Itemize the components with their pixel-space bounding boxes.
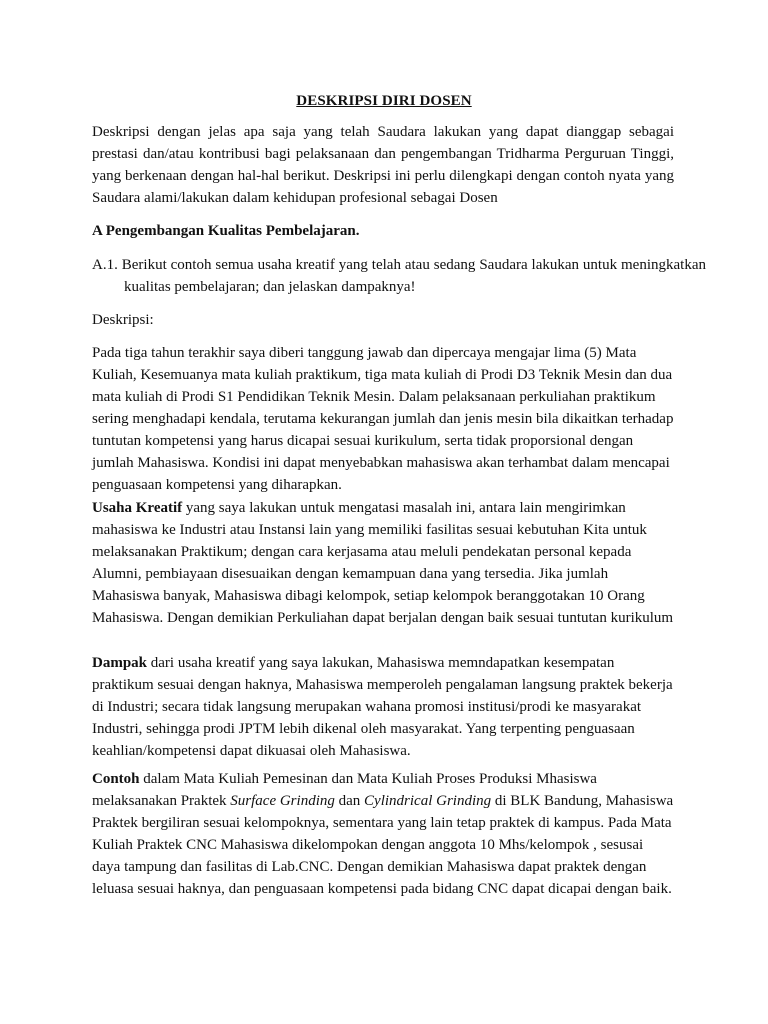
usaha-kreatif-label: Usaha Kreatif: [92, 500, 183, 516]
paragraph-1: Pada tiga tahun terakhir saya diberi tanggung jawab dan dipercaya mengajar lima (5) Mata Kuliah, Kesemuanya mata kuliah praktikum, tiga mata kuliah di Prodi D3 Teknik Mesin dan dua mata kuliah di Prodi S1 Pendidikan Teknik Mesin. Dalam pelaksanaan perkuliahan praktikum sering menghadapi kendala, terutama kekurangan jumlah dan jenis mesin bila dikaitkan terhadap tuntutan kompetensi yang harus dicapai sesuai kurikulum, serta tidak proporsional dengan jumlah Mahasiswa. Kondisi ini dapat menyebabkan mahasiswa akan terhambat dalam mencapai penguasaan kompetensi yang diharapkan.: [92, 345, 674, 493]
contoh-italic-surface-grinding: Surface Grinding: [230, 793, 335, 809]
dampak-paragraph: [92, 652, 674, 762]
contoh-text-1: dalam Mata Kuliah Pemesinan dan Mata Kuliah Proses Produksi Mhasiswa melaksanakan Praktek: [92, 771, 597, 809]
usaha-kreatif-text: yang saya lakukan untuk mengatasi masalah ini, antara lain mengirimkan mahasiswa ke Industri atau Instansi lain yang memiliki fasilitas sesuai kebutuhan Kita untuk melaksanakan Praktikum; dengan cara kerjasama atau meluli pendekatan personal kepada Alumni, pembiayaan disesuaikan dengan kemampuan dana yang tersedia. Jika jumlah Mahasiswa banyak, Mahasiswa dibagi kelompok, setiap kelompok beranggotakan 10 Orang Mahasiswa. Dengan demikian Perkuliahan dapat berjalan dengan baik sesuai tuntutan kurikulum: [92, 500, 674, 626]
dampak-label: Dampak: [92, 655, 148, 671]
contoh-italic-cylindrical-grinding: Cylindrical Grinding: [364, 793, 492, 809]
intro-paragraph: Deskripsi dengan jelas apa saja yang telah Saudara lakukan yang dapat dianggap sebagai prestasi dan/atau kontribusi bagi pelaksanaan dan pengembangan Tridharma Perguruan Tinggi, yang berkenaan dengan hal-hal berikut. Deskripsi ini perlu dilengkapi dengan contoh nyata yang Saudara alami/lakukan dalam kehidupan profesional sebagai Dosen: [92, 124, 674, 206]
usaha-kreatif-paragraph: [92, 497, 674, 629]
item-a1: A.1. Berikut contoh semua usaha kreatif yang telah atau sedang Saudara lakukan untuk meningkatkan kualitas pembelajaran; dan jelaskan dampaknya!: [92, 257, 706, 295]
contoh-label: Contoh: [92, 771, 140, 787]
deskripsi-label: Deskripsi:: [92, 312, 154, 328]
section-a-heading: A Pengembangan Kualitas Pembelajaran.: [92, 223, 360, 239]
document-title: DESKRIPSI DIRI DOSEN: [296, 93, 472, 109]
contoh-paragraph: [92, 768, 674, 900]
contoh-text-3: di BLK Bandung, Mahasiswa Praktek bergiliran sesuai kelompoknya, sementara yang lain tetap praktek di kampus. Pada Mata Kuliah Praktek CNC Mahasiswa dikelompokan dengan anggota 10 Mhs/kelompok , sesusai daya tampung dan fasilitas di Lab.CNC. Dengan demikian Mahasiswa dapat praktek dengan leluasa sesuai haknya, dan penguasaan kompetensi pada bidang CNC dapat dicapai dengan baik.: [92, 793, 674, 897]
contoh-text-2: dan: [334, 793, 365, 809]
dampak-text: dari usaha kreatif yang saya lakukan, Mahasiswa memndapatkan kesempatan praktikum sesuai dengan haknya, Mahasiswa memperoleh pengalaman langsung praktek bekerja di Industri; secara tidak langsung merupakan wahana promosi institusi/prodi ke masyarakat Industri, sehingga prodi JPTM lebih dikenal oleh masyarakat. Yang terpenting penguasaan keahlian/kompetensi dapat dikuasai oleh Mahasiswa.: [92, 655, 673, 759]
